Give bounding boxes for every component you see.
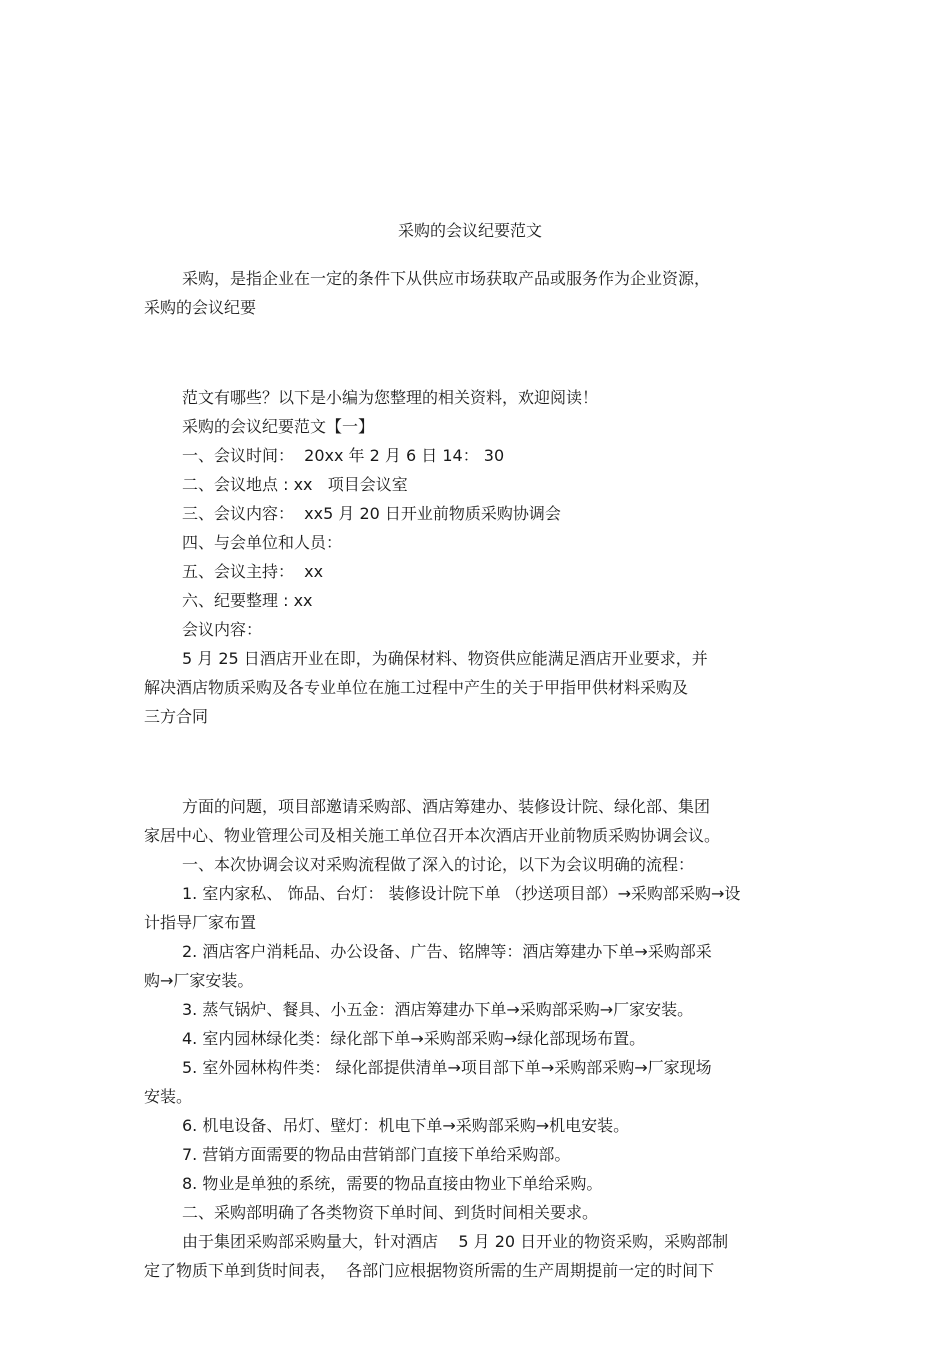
paragraph: 3. 蒸气锅炉、餐具、小五金：酒店筹建办下单→采购部采购→厂家安装。 (182, 1000, 694, 1019)
document-title: 采购的会议纪要范文 (397, 221, 542, 240)
paragraph: 5. 室外园林构件类： 绿化部提供清单→项目部下单→采购部采购→厂家现场 安装。 (144, 1058, 712, 1106)
paragraph: 8. 物业是单独的系统，需要的物品直接由物业下单给采购。 (182, 1174, 603, 1193)
paragraph: 二、会议地点 : xx 项目会议室 (182, 475, 408, 494)
paragraph: 采购的会议纪要范文【一】 (182, 417, 375, 436)
paragraph: 范文有哪些？以下是小编为您整理的相关资料，欢迎阅读！ (182, 388, 599, 407)
paragraph: 7. 营销方面需要的物品由营销部门直接下单给采购部。 (182, 1145, 571, 1164)
paragraph: 三、会议内容： xx5 月 20 日开业前物质采购协调会 (182, 504, 561, 523)
paragraph: 1. 室内家私、 饰品、台灯： 装修设计院下单 （抄送项目部）→采购部采购→设 计指导厂家布置 (144, 884, 741, 932)
paragraph: 方面的问题，项目部邀请采购部、酒店筹建办、装修设计院、绿化部、集团 家居中心、物业管理公司及相关施工单位召开本次酒店开业前物质采购协调会议。 (144, 797, 721, 845)
paragraph: 六、纪要整理 : xx (182, 591, 313, 610)
paragraph: 一、会议时间： 20xx 年 2 月 6 日 14： 30 (182, 446, 505, 465)
paragraph-gap (144, 747, 784, 776)
paragraph: 会议内容： (182, 620, 263, 639)
paragraph: 2. 酒店客户消耗品、办公设备、广告、铭牌等：酒店筹建办下单→采购部采 购→厂家安装。 (144, 942, 712, 990)
document-body (144, 264, 784, 1285)
paragraph: 4. 室内园林绿化类：绿化部下单→采购部采购→绿化部现场布置。 (182, 1029, 646, 1048)
paragraph: 五、会议主持： xx (182, 562, 324, 581)
paragraph: 采购，是指企业在一定的条件下从供应市场获取产品或服务作为企业资源， 采购的会议纪要 (144, 269, 711, 317)
paragraph: 由于集团采购部采购量大，针对酒店 5 月 20 日开业的物资采购，采购部制 定了物质下单到货时间表， 各部门应根据物资所需的生产周期提前一定的时间下 (144, 1232, 729, 1280)
paragraph: 二、采购部明确了各类物资下单时间、到货时间相关要求。 (182, 1203, 599, 1222)
paragraph: 一、本次协调会议对采购流程做了深入的讨论，以下为会议明确的流程： (182, 855, 695, 874)
paragraph: 四、与会单位和人员： (182, 533, 343, 552)
paragraph-gap (144, 338, 784, 367)
paragraph: 6. 机电设备、吊灯、壁灯：机电下单→采购部采购→机电安装。 (182, 1116, 630, 1135)
paragraph: 5 月 25 日酒店开业在即，为确保材料、物资供应能满足酒店开业要求，并 解决酒店物质采购及各专业单位在施工过程中产生的关于甲指甲供材料采购及 三方合同 (144, 649, 708, 726)
